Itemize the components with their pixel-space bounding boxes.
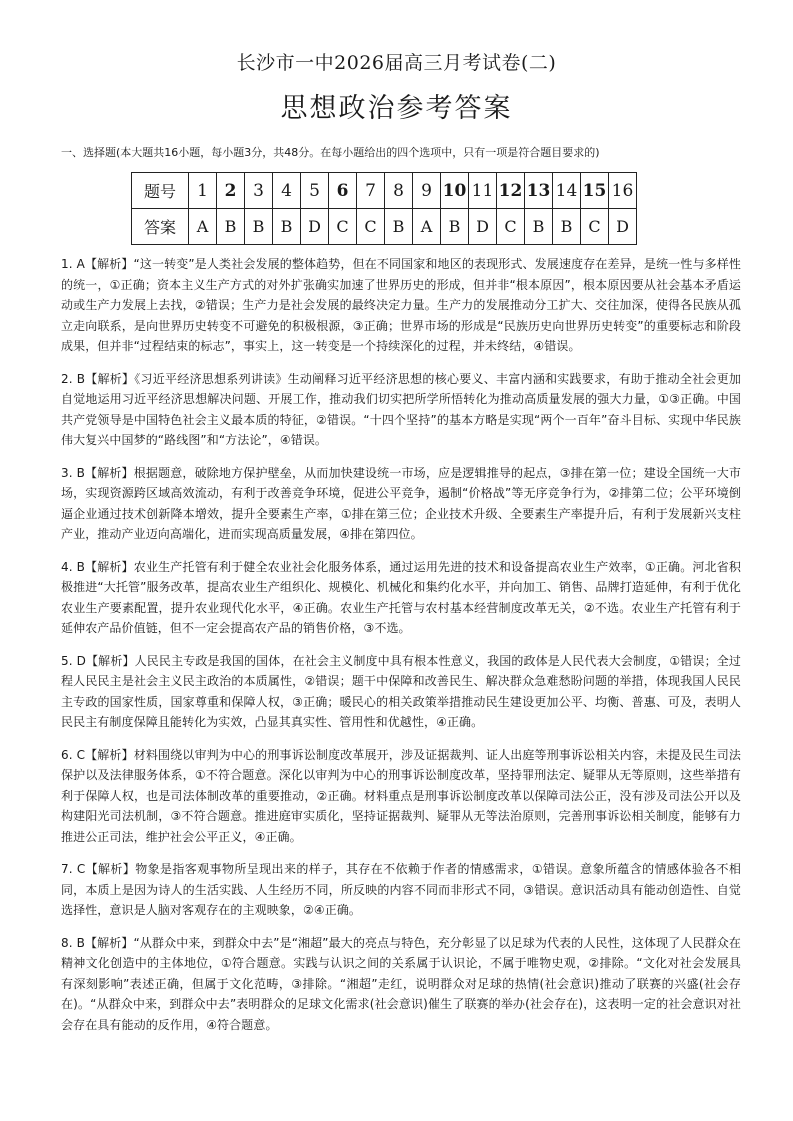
question-number-cell: 14 [553, 173, 581, 209]
answer-cell: A [189, 209, 217, 245]
question-number-cell: 6 [329, 173, 357, 209]
explanation-item-5: 5. D【解析】人民民主专政是我国的国体，在社会主义制度中具有根本性意义，我国的政体是人民代表大会制度，①错误；全过程人民民主是社会主义民主政治的本质属性，②错误；题干中保障和改善民生、解决群众急难愁盼问题的举措，体现我国人民民主专政的国家性质，国家尊重和保障人权，③正确；暖民心的相关政策举措推动民生建设更加公平、均衡、普惠、可及，表明人民民主有制度保障且能转化为实效，凸显其真实性、管用性和优越性，④正确。 [61, 653, 741, 729]
question-number-cell: 9 [413, 173, 441, 209]
exam-title: 长沙市一中2026届高三月考试卷(二) [236, 52, 557, 74]
question-number-cell: 15 [581, 173, 609, 209]
question-number-cell: 13 [525, 173, 553, 209]
answer-cell: B [273, 209, 301, 245]
answer-cell: C [581, 209, 609, 245]
answer-cell: C [357, 209, 385, 245]
explanation-item-7: 7. C【解析】物象是指客观事物所呈现出来的样子，其存在不依赖于作者的情感需求，①错误。意象所蕴含的情感体验各不相同，本质上是因为诗人的生活实践、人生经历不同，所反映的内容不同而非形式不同，③错误。意识活动具有能动创造性、自觉选择性，意识是人脑对客观存在的主观映象，②④正确。 [61, 862, 741, 917]
question-number-row [132, 173, 637, 209]
answer-cell: D [301, 209, 329, 245]
question-number-cell: 12 [497, 173, 525, 209]
question-number-cell: 7 [357, 173, 385, 209]
answer-cell: D [609, 209, 637, 245]
subject-title: 思想政治参考答案 [280, 93, 513, 124]
question-number-cell: 16 [609, 173, 637, 209]
row-label-answer: 答案 [132, 209, 189, 245]
row-label-number: 题号 [132, 173, 189, 209]
explanation-item-2: 2. B【解析】《习近平经济思想系列讲读》生动阐释习近平经济思想的核心要义、丰富内涵和实践要求，有助于推动全社会更加自觉地运用习近平经济思想解决问题、开展工作，推动我们切实把所学所悟转化为推动高质量发展的强大力量，①③正确。中国共产党领导是中国特色社会主义最本质的特征，②错误。“十四个坚持”的基本方略是实现“两个一百年”奋斗目标、实现中华民族伟大复兴中国梦的“路线图”和“方法论”，④错误。 [61, 371, 741, 447]
answer-cell: B [525, 209, 553, 245]
explanation-item-8: 8. B【解析】“从群众中来，到群众中去”是“湘超”最大的亮点与特色，充分彰显了以足球为代表的人民性，这体现了人民群众在精神文化创造中的主体地位，①符合题意。实践与认识之间的关系属于认识论，不属于唯物史观，②排除。“文化对社会发展具有深刻影响”表述正确，但属于文化范畴，③排除。“湘超”走红，说明群众对足球的热情(社会意识)推动了联赛的兴盛(社会存在)。“从群众中来，到群众中去”表明群众的足球文化需求(社会意识)催生了联赛的举办(社会存在)，这表明一定的社会意识对社会存在具有能动的反作用，④符合题意。 [61, 935, 741, 1032]
explanation-item-6: 6. C【解析】材料围绕以审判为中心的刑事诉讼制度改革展开，涉及证据裁判、证人出庭等刑事诉讼相关内容，未提及民生司法保护以及法律服务体系，①不符合题意。深化以审判为中心的刑事诉讼制度改革，坚持罪刑法定、疑罪从无等原则，这些举措有利于保障人权，也是司法体制改革的重要推动，②正确。材料重点是刑事诉讼制度改革以保障司法公正，没有涉及司法公开以及构建阳光司法机制，③不符合题意。推进庭审实质化，坚持证据裁判、疑罪从无等法治原则，完善刑事诉讼相关制度，能够有力推进公正司法，维护社会公平正义，④正确。 [61, 747, 741, 844]
question-number-cell: 8 [385, 173, 413, 209]
explanation-item-3: 3. B【解析】根据题意，破除地方保护壁垒，从而加快建设统一市场，应是逻辑推导的起点，③排在第一位；建设全国统一大市场，实现资源跨区域高效流动，有利于改善竞争环境，促进公平竞争，遏制“价格战”等无序竞争行为，②排第二位；公平环境倒逼企业通过技术创新降本增效，提升全要素生产率，①排在第三位；企业技术升级、全要素生产率提升后，有利于发展新兴支柱产业，推动产业迈向高端化，进而实现高质量发展，④排在第四位。 [61, 465, 741, 541]
answer-cell: A [413, 209, 441, 245]
section-heading: 一、选择题(本大题共16小题，每小题3分，共48分。在每小题给出的四个选项中，只有一项是符合题目要求的) [61, 146, 600, 159]
explanation-item-4: 4. B【解析】农业生产托管有利于健全农业社会化服务体系，通过运用先进的技术和设备提高农业生产效率，①正确。河北省积极推进“大托管”服务改革，提高农业生产组织化、规模化、机械化和集约化水平，并向加工、销售、品牌打造延伸，有利于优化农业生产要素配置，提升农业现代化水平，④正确。农业生产托管与农村基本经营制度改革无关，②不选。农业生产托管有利于延伸农产品价值链，但不一定会提高农产品的销售价格，③不选。 [61, 559, 741, 635]
answer-table [131, 172, 637, 245]
question-number-cell: 3 [245, 173, 273, 209]
explanation-item-1: 1. A【解析】“这一转变”是人类社会发展的整体趋势，但在不同国家和地区的表现形式、发展速度存在差异，是统一性与多样性的统一，①正确；资本主义生产方式的对外扩张确实加速了世界历史的形成，但并非“根本原因”，根本原因要从社会基本矛盾运动或生产力发展上去找，②错误；生产力是社会发展的最终决定力量。生产力的发展推动分工扩大、交往加深，使得各民族从孤立走向联系，是向世界历史转变不可避免的积极根源，③正确；世界市场的形成是“民族历史向世界历史转变”的重要标志和阶段成果，但并非“过程结束的标志”，事实上，这一转变是一个持续深化的过程，并未终结，④错误。 [61, 257, 741, 353]
question-number-cell: 2 [217, 173, 245, 209]
question-number-cell: 11 [469, 173, 497, 209]
answer-row [132, 209, 637, 245]
question-number-cell: 4 [273, 173, 301, 209]
answer-cell: B [385, 209, 413, 245]
answer-cell: C [329, 209, 357, 245]
answer-cell: B [553, 209, 581, 245]
answer-cell: B [441, 209, 469, 245]
answer-cell: B [245, 209, 273, 245]
answer-cell: C [497, 209, 525, 245]
question-number-cell: 1 [189, 173, 217, 209]
answer-cell: B [217, 209, 245, 245]
explanations-list [61, 254, 741, 1047]
answer-cell: D [469, 209, 497, 245]
question-number-cell: 5 [301, 173, 329, 209]
question-number-cell: 10 [441, 173, 469, 209]
